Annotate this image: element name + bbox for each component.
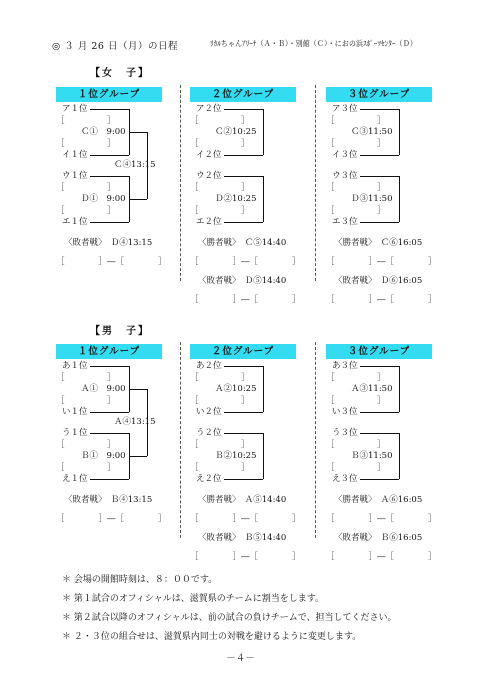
result-slots: ［ ］―［ ］ <box>190 514 301 524</box>
bracket-line <box>129 199 147 200</box>
entry-slot: ［ ］ <box>56 463 116 473</box>
result-slots: ［ ］―［ ］ <box>326 257 437 267</box>
women-section-title: 【女 子】 <box>90 68 150 79</box>
team-label: い３位 <box>332 407 358 417</box>
team-label: エ２位 <box>196 217 222 227</box>
entry-slot: ［ ］ <box>326 206 386 216</box>
entry-slot: ［ ］ <box>56 116 116 126</box>
losers-match: 〈敗者戦〉 Ｄ④13:15 <box>64 238 153 248</box>
column-divider <box>315 85 316 281</box>
note-item: ＊ 第２試合以降のオフィシャルは、前の試合の負けチームで、担当してください。 <box>62 613 397 623</box>
team-label: う１位 <box>62 428 88 438</box>
entry-slot: ［ ］ <box>190 463 250 473</box>
team-label: イ２位 <box>196 150 222 160</box>
entry-slot: ［ ］ <box>56 440 116 450</box>
team-label: い１位 <box>62 407 88 417</box>
winners-match: 〈勝者戦〉 Ａ⑥16:05 <box>334 495 423 505</box>
match-time: Ａ③11:50 <box>351 384 393 394</box>
result-slots: ［ ］―［ ］ <box>326 514 437 524</box>
losers-match: 〈敗者戦〉 Ｄ⑥16:05 <box>334 276 423 286</box>
bracket-line <box>90 176 129 177</box>
final-match-time: Ａ④13:15 <box>114 417 156 427</box>
entry-slot: ［ ］ <box>326 396 386 406</box>
team-label: イ１位 <box>62 150 88 160</box>
entry-slot: ［ ］ <box>326 139 386 149</box>
column-divider <box>180 342 181 538</box>
winners-match: 〈勝者戦〉 Ｃ⑥16:05 <box>334 238 423 248</box>
bracket-line <box>263 176 264 222</box>
match-time: Ｄ③11:50 <box>351 194 393 204</box>
winners-match: 〈勝者戦〉 Ｃ⑤14:40 <box>198 238 287 248</box>
team-label: あ１位 <box>62 361 88 371</box>
group-header: １位グループ <box>56 87 162 102</box>
bracket-line <box>224 366 263 367</box>
entry-slot: ［ ］ <box>56 373 116 383</box>
bracket-line <box>90 479 129 480</box>
team-label: ア１位 <box>62 104 88 114</box>
entry-slot: ［ ］ <box>190 206 250 216</box>
note-item: ＊ 会場の開館時刻は、８：００です。 <box>62 575 218 585</box>
final-match-time: Ｃ④13:15 <box>114 160 156 170</box>
men-section-title: 【男 子】 <box>90 326 150 337</box>
bracket-line <box>360 222 399 223</box>
losers-match: 〈敗者戦〉 Ｂ④13:15 <box>64 495 153 505</box>
team-label: ウ２位 <box>196 171 222 181</box>
match-time: Ｂ②10:25 <box>215 451 257 461</box>
entry-slot: ［ ］ <box>56 183 116 193</box>
column-divider <box>180 85 181 281</box>
bracket-line <box>263 366 264 412</box>
bracket-line <box>360 109 399 110</box>
team-label: エ１位 <box>62 217 88 227</box>
bracket-line <box>224 433 263 434</box>
group-header: １位グループ <box>56 344 162 359</box>
losers-match: 〈敗者戦〉 Ｄ⑤14:40 <box>198 276 287 286</box>
match-time: Ｂ③11:50 <box>351 451 393 461</box>
match-time: Ｄ②10:25 <box>215 194 257 204</box>
entry-slot: ［ ］ <box>190 116 250 126</box>
bracket-line <box>129 389 147 390</box>
bracket-line <box>90 109 129 110</box>
note-item: ＊ 第１試合のオフィシャルは、滋賀県のチームに割当をします。 <box>62 594 324 604</box>
team-label: ウ３位 <box>332 171 358 181</box>
losers-match: 〈敗者戦〉 Ｂ⑤14:40 <box>198 533 287 543</box>
entry-slot: ［ ］ <box>190 139 250 149</box>
bracket-line <box>360 155 399 156</box>
bracket-line <box>224 222 263 223</box>
group-header: ２位グループ <box>190 344 296 359</box>
bracket-line <box>90 412 129 413</box>
entry-slot: ［ ］ <box>190 373 250 383</box>
entry-slot: ［ ］ <box>190 440 250 450</box>
entry-slot: ［ ］ <box>326 183 386 193</box>
entry-slot: ［ ］ <box>56 206 116 216</box>
team-label: う２位 <box>196 428 222 438</box>
result-slots: ［ ］―［ ］ <box>56 257 167 267</box>
team-label: え２位 <box>196 474 222 484</box>
entry-slot: ［ ］ <box>56 396 116 406</box>
match-time: Ａ① 9:00 <box>81 384 126 394</box>
bracket-line <box>90 433 129 434</box>
entry-slot: ［ ］ <box>326 116 386 126</box>
entry-slot: ［ ］ <box>190 183 250 193</box>
bracket-line <box>399 433 400 479</box>
bracket-line <box>360 176 399 177</box>
team-label: え３位 <box>332 474 358 484</box>
match-time: Ｃ②10:25 <box>215 127 257 137</box>
bracket-line <box>360 479 399 480</box>
venue-list: ﾘｶﾙちゃんｱﾘｰﾅ（Ａ・Ｂ）・別館（Ｃ）・におの浜ｽﾎﾟｰﾂｾﾝﾀｰ（Ｄ） <box>210 39 417 48</box>
bracket-line <box>360 433 399 434</box>
team-label: ア３位 <box>332 104 358 114</box>
entry-slot: ［ ］ <box>56 139 116 149</box>
page-number: －４－ <box>226 653 255 664</box>
result-slots: ［ ］―［ ］ <box>326 552 437 562</box>
match-time: Ｂ① 9:00 <box>81 451 126 461</box>
bracket-line <box>224 176 263 177</box>
bracket-line <box>263 433 264 479</box>
team-label: エ３位 <box>332 217 358 227</box>
entry-slot: ［ ］ <box>326 440 386 450</box>
bracket-line <box>224 479 263 480</box>
team-label: ウ１位 <box>62 171 88 181</box>
bracket-line <box>129 456 147 457</box>
note-item: ＊ ２・３位の組合せは、滋賀県内同士の対戦を避けるように変更します。 <box>62 632 362 642</box>
bracket-line <box>399 366 400 412</box>
bracket-line <box>399 176 400 222</box>
match-time: Ｃ③11:50 <box>351 127 393 137</box>
bracket-line <box>360 412 399 413</box>
bracket-line <box>263 109 264 155</box>
team-label: う３位 <box>332 428 358 438</box>
match-time: Ａ②10:25 <box>215 384 257 394</box>
result-slots: ［ ］―［ ］ <box>190 295 301 305</box>
bracket-line <box>90 222 129 223</box>
losers-match: 〈敗者戦〉 Ｂ⑥16:05 <box>334 533 423 543</box>
result-slots: ［ ］―［ ］ <box>56 514 167 524</box>
group-header: ２位グループ <box>190 87 296 102</box>
team-label: あ３位 <box>332 361 358 371</box>
bracket-line <box>129 132 147 133</box>
entry-slot: ［ ］ <box>190 396 250 406</box>
match-time: Ｄ① 9:00 <box>81 194 126 204</box>
team-label: ア２位 <box>196 104 222 114</box>
entry-slot: ［ ］ <box>326 373 386 383</box>
winners-match: 〈勝者戦〉 Ａ⑤14:40 <box>198 495 287 505</box>
result-slots: ［ ］―［ ］ <box>190 552 301 562</box>
bracket-line <box>399 109 400 155</box>
bracket-line <box>90 155 129 156</box>
group-header: ３位グループ <box>326 344 432 359</box>
team-label: あ２位 <box>196 361 222 371</box>
group-header: ３位グループ <box>326 87 432 102</box>
team-label: え１位 <box>62 474 88 484</box>
bracket-line <box>224 155 263 156</box>
result-slots: ［ ］―［ ］ <box>190 257 301 267</box>
column-divider <box>315 342 316 538</box>
bracket-line <box>90 366 129 367</box>
bracket-line <box>224 412 263 413</box>
result-slots: ［ ］―［ ］ <box>326 295 437 305</box>
schedule-date: ◎ ３ 月 26 日（月）の日程 <box>52 41 178 52</box>
team-label: い２位 <box>196 407 222 417</box>
team-label: イ３位 <box>332 150 358 160</box>
match-time: Ｃ① 9:00 <box>81 127 126 137</box>
bracket-line <box>360 366 399 367</box>
bracket-line <box>224 109 263 110</box>
entry-slot: ［ ］ <box>326 463 386 473</box>
